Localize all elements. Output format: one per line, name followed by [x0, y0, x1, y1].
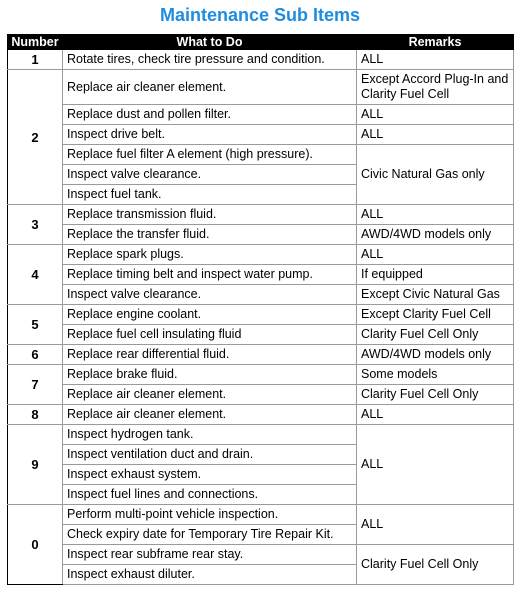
task-cell: Inspect hydrogen tank.	[63, 425, 357, 445]
remark-cell: ALL	[357, 50, 514, 70]
table-row	[8, 545, 514, 565]
remark-cell: ALL	[357, 105, 514, 125]
task-cell: Inspect drive belt.	[63, 125, 357, 145]
item-group-9	[8, 425, 514, 505]
remark-cell: Except Accord Plug-In and Clarity Fuel Cell	[357, 70, 514, 105]
table-row	[8, 125, 514, 145]
task-cell: Replace air cleaner element.	[63, 405, 357, 425]
column-header-number: Number	[8, 35, 63, 50]
task-cell: Replace air cleaner element.	[63, 385, 357, 405]
remark-cell: ALL	[357, 205, 514, 225]
item-group-0	[8, 505, 514, 585]
remark-cell: Except Civic Natural Gas	[357, 285, 514, 305]
remark-cell: Clarity Fuel Cell Only	[357, 325, 514, 345]
item-number: 2	[8, 70, 63, 205]
table-row	[8, 70, 514, 105]
remark-cell: ALL	[357, 125, 514, 145]
item-number: 4	[8, 245, 63, 305]
remark-cell: ALL	[357, 405, 514, 425]
task-cell: Inspect ventilation duct and drain.	[63, 445, 357, 465]
table-row	[8, 265, 514, 285]
remark-cell: Clarity Fuel Cell Only	[357, 385, 514, 405]
item-number: 9	[8, 425, 63, 505]
item-group-8	[8, 405, 514, 425]
item-number: 0	[8, 505, 63, 585]
remark-cell: ALL	[357, 245, 514, 265]
item-number: 6	[8, 345, 63, 365]
item-number: 3	[8, 205, 63, 245]
task-cell: Inspect valve clearance.	[63, 165, 357, 185]
remark-cell: ALL	[357, 425, 514, 505]
task-cell: Inspect rear subframe rear stay.	[63, 545, 357, 565]
task-cell: Inspect exhaust diluter.	[63, 565, 357, 585]
task-cell: Replace timing belt and inspect water pump.	[63, 265, 357, 285]
item-group-1	[8, 50, 514, 70]
table-row	[8, 345, 514, 365]
maintenance-table	[7, 34, 514, 585]
item-group-4	[8, 245, 514, 305]
task-cell: Rotate tires, check tire pressure and condition.	[63, 50, 357, 70]
table-row	[8, 325, 514, 345]
item-group-6	[8, 345, 514, 365]
table-row	[8, 225, 514, 245]
item-number: 5	[8, 305, 63, 345]
task-cell: Replace the transfer fluid.	[63, 225, 357, 245]
table-row	[8, 285, 514, 305]
table-header-row	[8, 35, 514, 50]
item-number: 7	[8, 365, 63, 405]
table-row	[8, 425, 514, 445]
item-group-5	[8, 305, 514, 345]
table-row	[8, 205, 514, 225]
remark-cell: If equipped	[357, 265, 514, 285]
task-cell: Replace rear differential fluid.	[63, 345, 357, 365]
task-cell: Replace fuel filter A element (high pressure).	[63, 145, 357, 165]
item-group-3	[8, 205, 514, 245]
task-cell: Inspect fuel lines and connections.	[63, 485, 357, 505]
item-group-2	[8, 70, 514, 205]
remark-cell: Civic Natural Gas only	[357, 145, 514, 205]
table-row	[8, 385, 514, 405]
table-row	[8, 245, 514, 265]
table-row	[8, 405, 514, 425]
task-cell: Replace brake fluid.	[63, 365, 357, 385]
table-row	[8, 365, 514, 385]
task-cell: Inspect exhaust system.	[63, 465, 357, 485]
table-row	[8, 145, 514, 165]
task-cell: Check expiry date for Temporary Tire Repair Kit.	[63, 525, 357, 545]
task-cell: Replace dust and pollen filter.	[63, 105, 357, 125]
remark-cell: Some models	[357, 365, 514, 385]
task-cell: Replace air cleaner element.	[63, 70, 357, 105]
remark-cell: AWD/4WD models only	[357, 225, 514, 245]
remark-cell: Except Clarity Fuel Cell	[357, 305, 514, 325]
item-number: 8	[8, 405, 63, 425]
task-cell: Replace spark plugs.	[63, 245, 357, 265]
remark-cell: AWD/4WD models only	[357, 345, 514, 365]
table-row	[8, 105, 514, 125]
task-cell: Replace fuel cell insulating fluid	[63, 325, 357, 345]
column-header-remarks: Remarks	[357, 35, 514, 50]
remark-cell: Clarity Fuel Cell Only	[357, 545, 514, 585]
task-cell: Replace transmission fluid.	[63, 205, 357, 225]
item-group-7	[8, 365, 514, 405]
task-cell: Perform multi-point vehicle inspection.	[63, 505, 357, 525]
page-title: Maintenance Sub Items	[159, 5, 361, 25]
task-cell: Inspect fuel tank.	[63, 185, 357, 205]
item-number: 1	[8, 50, 63, 70]
task-cell: Inspect valve clearance.	[63, 285, 357, 305]
table-row	[8, 50, 514, 70]
remark-cell: ALL	[357, 505, 514, 545]
task-cell: Replace engine coolant.	[63, 305, 357, 325]
table-row	[8, 305, 514, 325]
column-header-what-to-do: What to Do	[63, 35, 357, 50]
table-row	[8, 505, 514, 525]
